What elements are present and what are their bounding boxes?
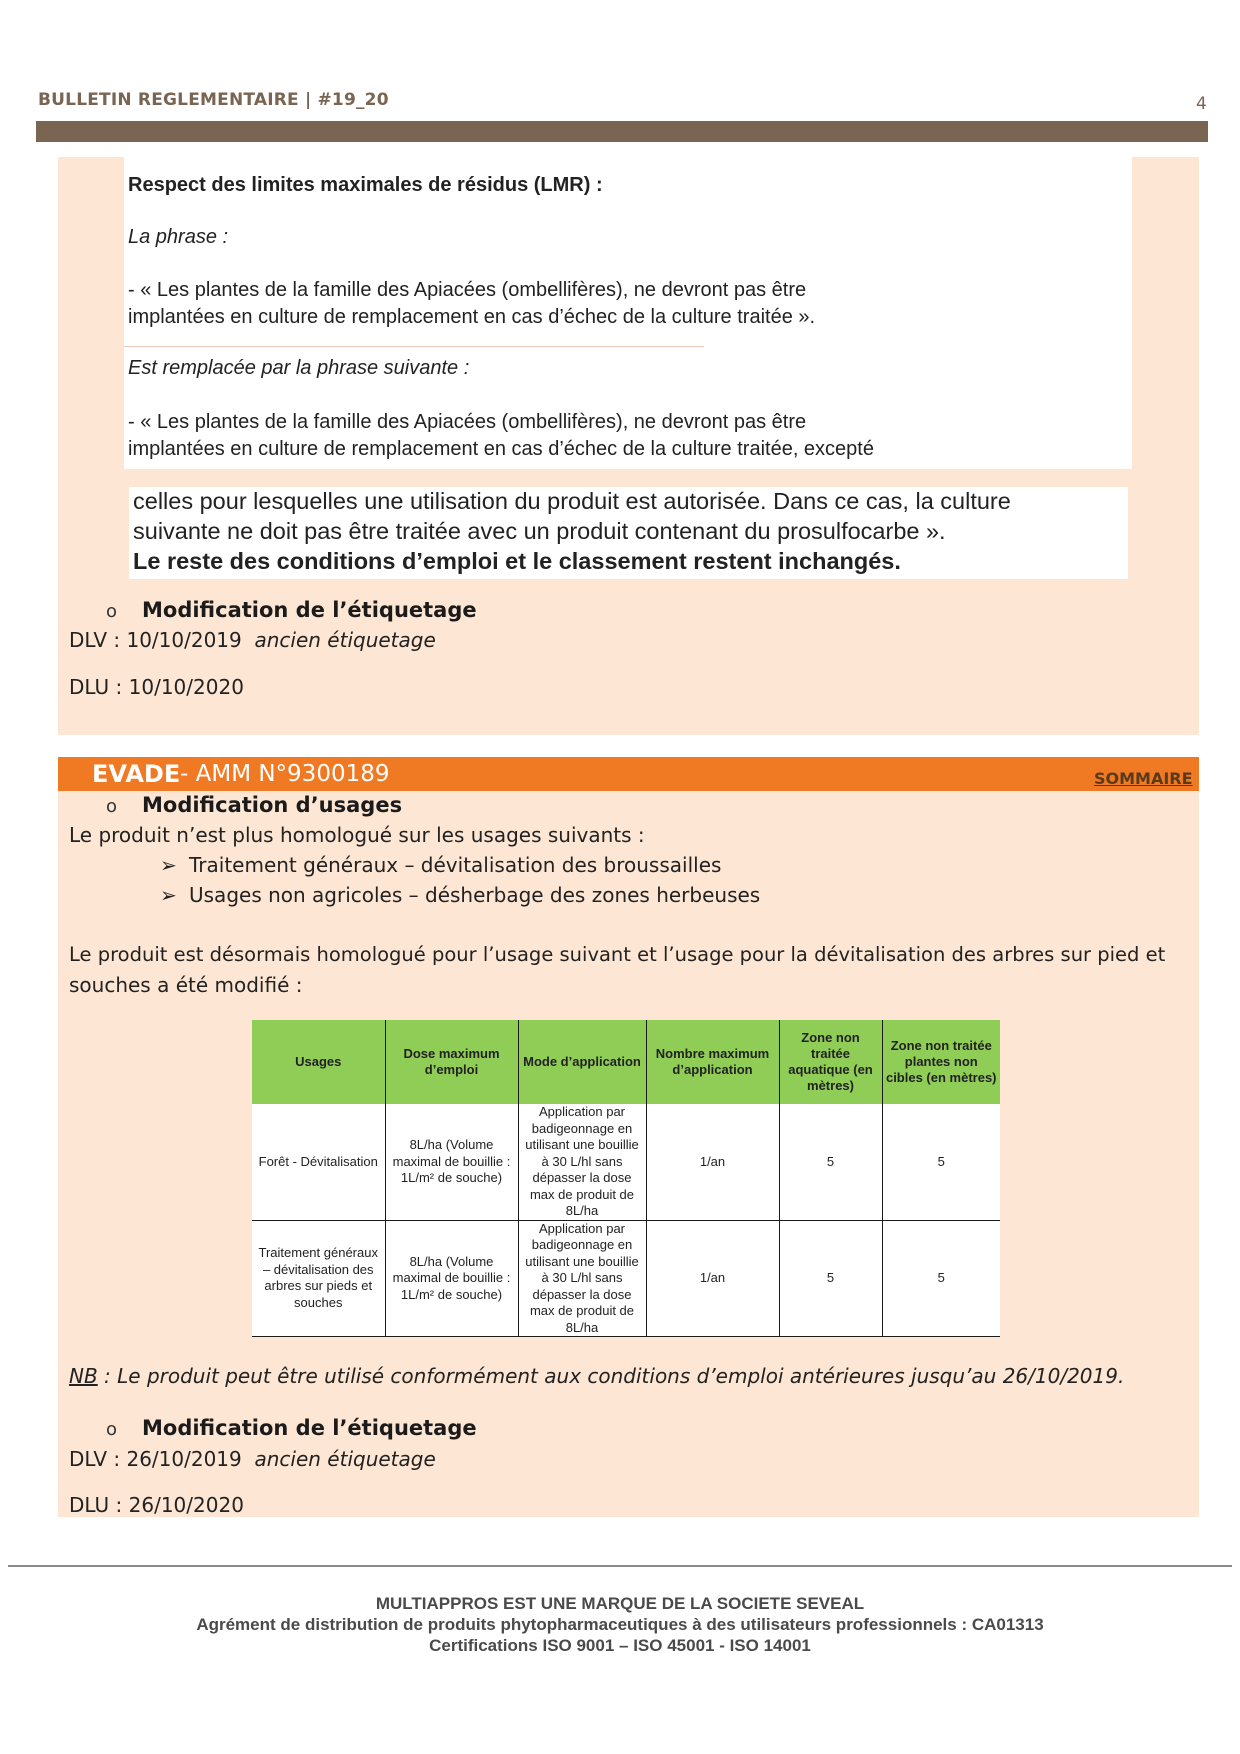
page-number: 4 [1196,94,1207,114]
sommaire-link[interactable]: SOMMAIRE [1094,769,1193,788]
usages-title: Modification d’usages [142,793,403,817]
table-cell: 8L/ha (Volume maximal de bouillie : 1L/m² de souche) [385,1104,518,1220]
dlv-note-1: ancien étiquetage [254,628,436,652]
table-row [252,1220,1000,1337]
table-header: Usages [252,1020,385,1104]
table-cell: Traitement généraux – dévitalisation des arbres sur pieds et souches [252,1220,385,1337]
footer-divider [8,1565,1232,1567]
usage-table [252,1020,1000,1337]
arrow-bullet-icon: ➢ [160,883,177,907]
new-sentence-line3: celles pour lesquelles une utilisation du produit est autorisée. Dans ce cas, la culture [133,488,1011,514]
new-sentence-line1: - « Les plantes de la famille des Apiacées (ombellifères), ne devront pas être [128,411,807,433]
table-row [252,1104,1000,1220]
dlv-note-2: ancien étiquetage [254,1447,436,1471]
table-cell: 1/an [646,1104,779,1220]
bulletin-title: BULLETIN REGLEMENTAIRE | #19_20 [38,90,389,110]
evade-header-bar [58,757,1199,791]
footer-certifications: Certifications ISO 9001 – ISO 45001 - ISO 14001 [429,1636,811,1655]
dlv-line-1 [69,628,436,652]
now-homologated-line1: Le produit est désormais homologué pour l’usage suivant et l’usage pour la dévitalisation des arbres sur pied et [69,943,1166,966]
amm-number: - AMM N°9300189 [180,761,390,787]
table-cell: 5 [882,1104,1000,1220]
old-sentence-line1: - « Les plantes de la famille des Apiacées (ombellifères), ne devront pas être [128,279,807,301]
footer-brand: MULTIAPPROS EST UNE MARQUE DE LA SOCIETE SEVEAL [375,1594,865,1613]
now-homologated-line2: souches a été modifié : [69,973,303,997]
rest-unchanged-note: Le reste des conditions d’emploi et le classement restent inchangés. [133,548,901,574]
etiquetage-title-1: Modification de l’étiquetage [142,598,477,622]
replaced-label: Est remplacée par la phrase suivante : [128,357,470,379]
lmr-text-image-continued [129,487,1128,579]
bullet-icon: o [106,796,118,817]
not-homologated-text: Le produit n’est plus homologué sur les usages suivants : [69,823,645,847]
removed-usage-item: Usages non agricoles – désherbage des zones herbeuses [189,883,761,907]
table-cell: 1/an [646,1220,779,1337]
new-sentence-line4: suivante ne doit pas être traitée avec un produit contenant du prosulfocarbe ». [133,518,946,544]
scan-artifact-line [124,346,704,347]
nb-text: : Le produit peut être utilisé conformément aux conditions d’emploi antérieures jusqu’au 26/10/2019. [97,1364,1125,1388]
la-phrase-label: La phrase : [128,226,229,248]
table-cell: 5 [779,1104,882,1220]
table-cell: Forêt - Dévitalisation [252,1104,385,1220]
lmr-text-image [124,157,1132,469]
lmr-heading: Respect des limites maximales de résidus (LMR) : [128,174,603,196]
nb-label: NB [69,1364,98,1388]
table-cell: Application par badigeonnage en utilisant une bouillie à 30 L/hl sans dépasser la dose max de produit de 8L/ha [518,1220,646,1337]
dlu-line-1: DLU : 10/10/2020 [69,675,244,699]
table-cell: 5 [882,1220,1000,1337]
table-cell: Application par badigeonnage en utilisant une bouillie à 30 L/hl sans dépasser la dose max de produit de 8L/ha [518,1104,646,1220]
header-divider [36,121,1208,142]
removed-usage-item: Traitement généraux – dévitalisation des broussailles [189,853,722,877]
table-header-row [252,1020,1000,1104]
dlv-value-1: DLV : 10/10/2019 [69,628,242,652]
table-header: Dose maximum d’emploi [385,1020,518,1104]
table-header: Mode d’application [518,1020,646,1104]
bullet-icon: o [106,1419,118,1440]
new-sentence-line2: implantées en culture de remplacement en cas d’échec de la culture traitée, excepté [128,438,874,460]
table-header: Nombre maximum d’application [646,1020,779,1104]
bullet-icon: o [106,601,118,622]
nb-note [69,1364,1124,1388]
arrow-bullet-icon: ➢ [160,853,177,877]
old-sentence-line2: implantées en culture de remplacement en cas d’échec de la culture traitée ». [128,306,816,328]
table-cell: 5 [779,1220,882,1337]
etiquetage-title-2: Modification de l’étiquetage [142,1416,477,1440]
table-header: Zone non traitée plantes non cibles (en mètres) [882,1020,1000,1104]
table-cell: 8L/ha (Volume maximal de bouillie : 1L/m² de souche) [385,1220,518,1337]
dlv-value-2: DLV : 26/10/2019 [69,1447,242,1471]
dlu-line-2: DLU : 26/10/2020 [69,1493,244,1517]
dlv-line-2 [69,1447,436,1471]
product-name: EVADE [92,760,181,788]
table-header: Zone non traitée aquatique (en mètres) [779,1020,882,1104]
footer-agrement: Agrément de distribution de produits phytopharmaceutiques à des utilisateurs professionnels : CA01313 [196,1615,1044,1634]
